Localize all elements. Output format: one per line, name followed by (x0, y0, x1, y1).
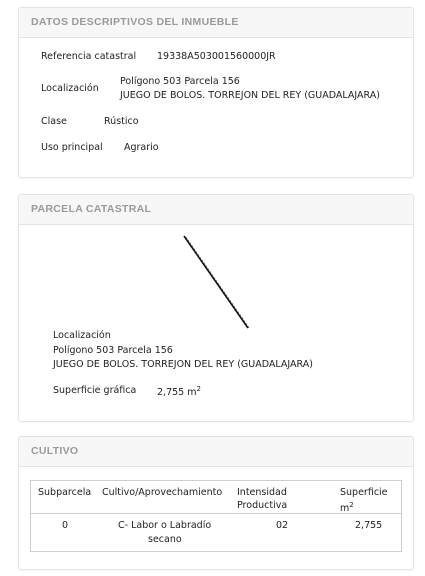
cadastral-reference-label: Referencia catastral (41, 51, 137, 62)
header-intensity-line-1: Intensidad (237, 487, 287, 498)
cadastral-parcel-header: PARCELA CATASTRAL (19, 195, 413, 225)
header-subparcel: Subparcela (38, 487, 92, 498)
class-label: Clase (41, 116, 67, 127)
header-area-line-2 (340, 499, 354, 515)
crop-header: CULTIVO (19, 437, 413, 467)
header-intensity-line-2: Productiva (237, 500, 288, 511)
parcel-boundary-edge (186, 237, 250, 329)
parcel-location-line-1: Polígono 503 Parcela 156 (53, 345, 173, 356)
row-area: 2,755 (355, 520, 383, 531)
graphic-area-label: Superficie gráfica (53, 385, 137, 396)
row-crop-line-2: secano (148, 534, 182, 545)
header-area-unit-exponent: 2 (349, 501, 354, 509)
header-area-unit: m (340, 503, 350, 515)
location-line-2: JUEGO DE BOLOS. TORREJON DEL REY (GUADALAJARA) (120, 90, 380, 101)
parcel-location-label: Localización (53, 330, 111, 341)
parcel-map-graphic (180, 232, 254, 332)
cadastral-reference-value: 19338A503001560000JR (157, 51, 276, 62)
property-description-header: DATOS DESCRIPTIVOS DEL INMUEBLE (19, 8, 413, 38)
main-use-value: Agrario (124, 142, 159, 153)
row-crop-line-1: C- Labor o Labradío (118, 520, 212, 531)
parcel-location-line-2: JUEGO DE BOLOS. TORREJON DEL REY (GUADALAJARA) (53, 359, 313, 370)
parcel-boundary-line (184, 236, 248, 328)
main-use-label: Uso principal (41, 142, 103, 153)
graphic-area-unit-exponent: 2 (196, 385, 201, 393)
row-intensity: 02 (276, 520, 289, 531)
graphic-area-value (157, 385, 201, 398)
header-area-line-1: Superficie (340, 487, 388, 498)
location-line-1: Polígono 503 Parcela 156 (120, 76, 240, 87)
class-value: Rústico (104, 116, 139, 127)
location-label: Localización (41, 83, 99, 94)
row-subparcel: 0 (62, 520, 69, 531)
header-crop: Cultivo/Aprovechamiento (102, 487, 223, 498)
graphic-area-number: 2,755 m (157, 387, 197, 399)
